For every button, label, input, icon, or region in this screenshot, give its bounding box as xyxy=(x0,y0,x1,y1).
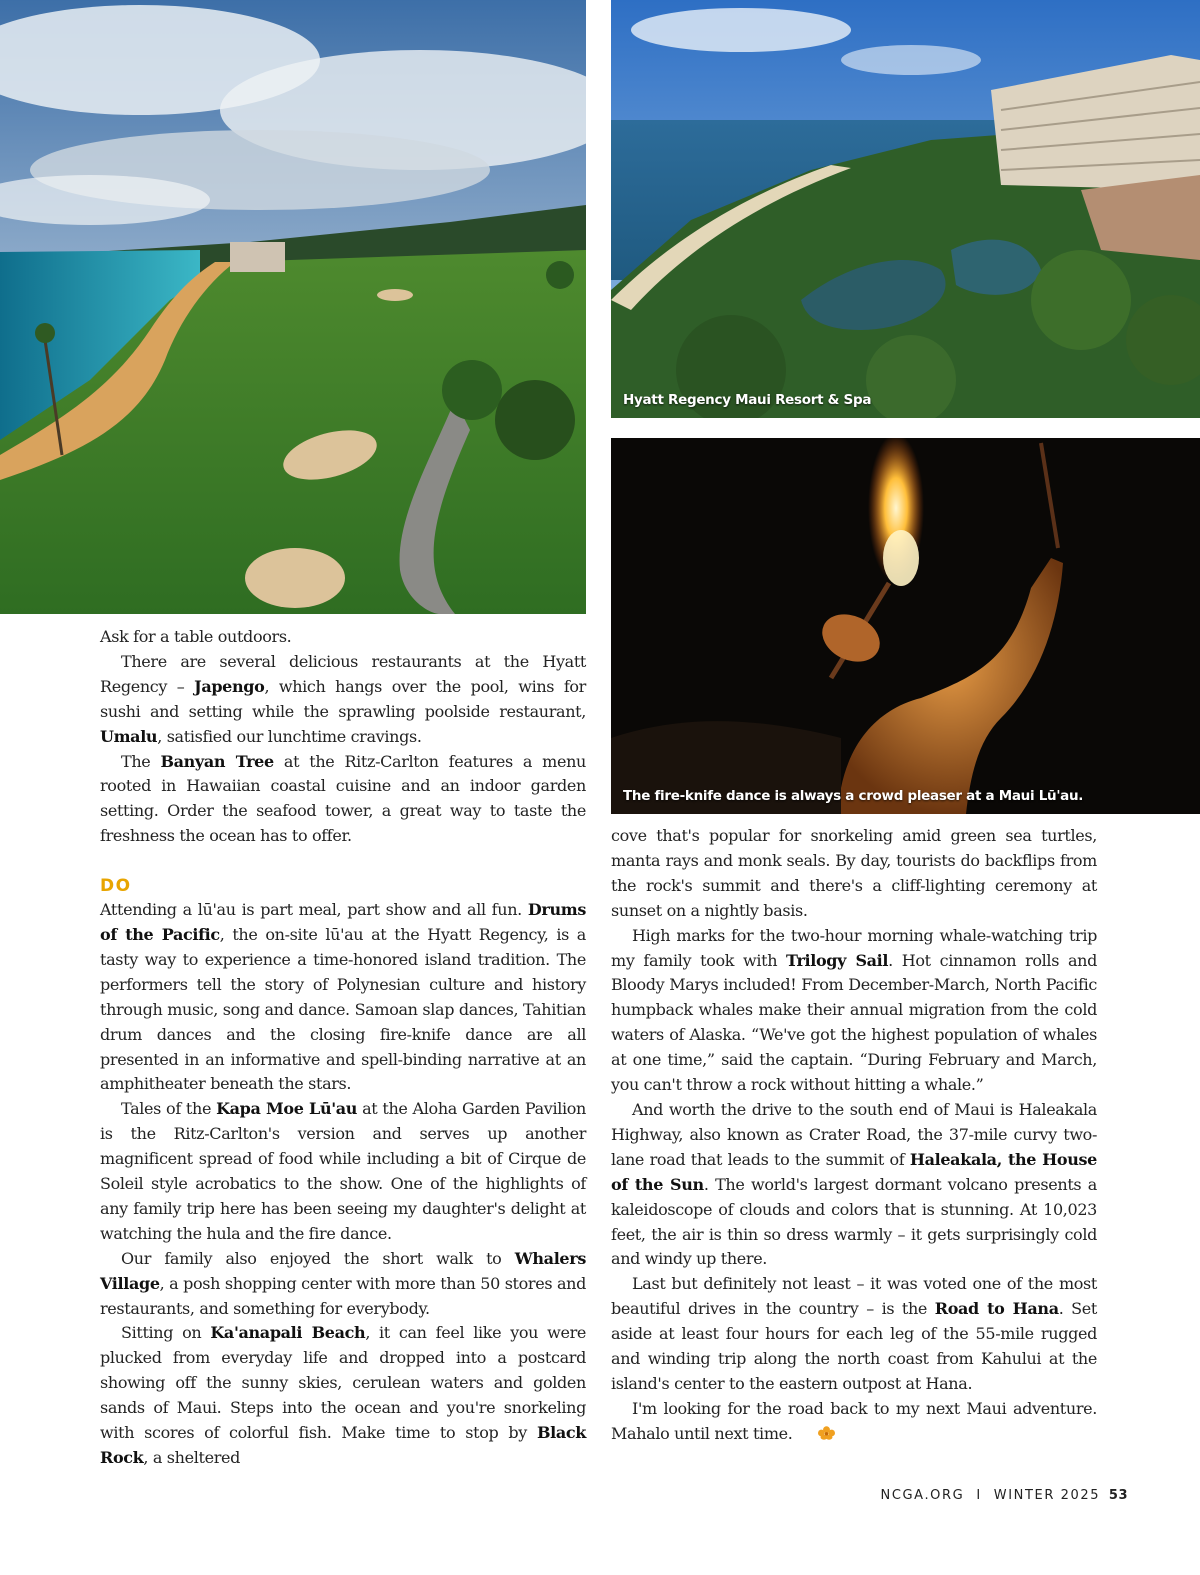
section-heading: DO xyxy=(100,876,132,897)
paragraph: High marks for the two-hour morning whale-watching trip my family took with Trilogy Sail. Hot cinnamon rolls and Bloody Marys included! From December-March, North Pacific humpback whales make their annual migration from the cold waters of Alaska. “We've got the highest population of whales at one time,” said the captain. “During February and March, you can't throw a rock without hitting a whale.” xyxy=(611,925,1097,1095)
venue-name: Kapa Moe Lū'au xyxy=(216,1099,358,1119)
hyatt-photo-caption: Hyatt Regency Maui Resort & Spa xyxy=(623,392,872,408)
venue-name: Haleakala, the House of the Sun xyxy=(611,1149,1097,1194)
venue-name: Black Rock xyxy=(100,1423,586,1467)
venue-name: Trilogy Sail xyxy=(786,950,889,970)
fire-knife-dancer-photo xyxy=(611,438,1200,814)
page-footer xyxy=(881,1488,1129,1503)
hibiscus-icon xyxy=(797,1423,814,1437)
hyatt-resort-photo xyxy=(611,0,1200,418)
paragraph: Last but definitely not least – it was voted one of the most beautiful drives in the country – is the Road to Hana. Set aside at least four hours for each leg of the 55-mile rugged and winding trip along the north coast from Kahului at the island's center to the eastern outpost at Hana. xyxy=(611,1274,1097,1393)
paragraph: I'm looking for the road back to my next Maui adventure. Mahalo until next time. xyxy=(611,1398,1097,1443)
paragraph: Sitting on Ka'anapali Beach, it can feel like you were plucked from everyday life and dropped into a postcard showing off the sunny skies, cerulean waters and golden sands of Maui. Steps into the ocean and you're snorkeling with scores of colorful fish. Make time to stop by Black Rock, a sheltered xyxy=(100,1323,586,1467)
paragraph: And worth the drive to the south end of Maui is Haleakala Highway, also known as Crater Road, the 37-mile curvy two-lane road that leads to the summit of Haleakala, the House of the Sun. The world's largest dormant volcano presents a kaleidoscope of clouds and colors that is stunning. At 10,023 feet, the air is thin so dress warmly – it gets surprisingly cold and windy up there. xyxy=(611,1099,1097,1269)
fire-photo-caption: The fire-knife dance is always a crowd pleaser at a Maui Lū'au. xyxy=(623,788,1084,804)
left-text-column xyxy=(100,625,586,1471)
page-number: 53 xyxy=(1108,1488,1128,1503)
paragraph: Tales of the Kapa Moe Lū'au at the Aloha Garden Pavilion is the Ritz-Carlton's version and serves up another magnificent spread of food while including a bit of Cirque de Soleil style acrobatics to the show. One of the highlights of any family trip here has been seeing my daughter's delight at watching the hula and the fire dance. xyxy=(100,1099,586,1243)
footer-site: NCGA.ORG xyxy=(880,1488,965,1503)
paragraph: There are several delicious restaurants at the Hyatt Regency – Japengo, which hangs over the pool, wins for sushi and setting while the sprawling poolside restaurant, Umalu, satisfied our lunchtime cravings. xyxy=(100,651,586,746)
venue-name: Umalu xyxy=(100,726,158,746)
venue-name: Japengo xyxy=(194,676,265,696)
right-text-column xyxy=(611,824,1097,1447)
footer-issue: WINTER 2025 xyxy=(993,1488,1101,1503)
venue-name: Drums of the Pacific xyxy=(100,900,586,944)
paragraph: The Banyan Tree at the Ritz-Carlton features a menu rooted in Hawaiian coastal cuisine and an indoor garden setting. Order the seafood tower, a great way to taste the freshness the ocean has to offer. xyxy=(100,751,586,846)
paragraph: Ask for a table outdoors. xyxy=(100,627,292,646)
footer-separator: I xyxy=(976,1488,982,1503)
venue-name: Whalers Village xyxy=(100,1248,586,1293)
venue-name: Banyan Tree xyxy=(160,751,274,771)
venue-name: Road to Hana xyxy=(934,1299,1059,1319)
paragraph: Our family also enjoyed the short walk to Whalers Village, a posh shopping center with more than 50 stores and restaurants, and something for everybody. xyxy=(100,1248,586,1318)
venue-name: Ka'anapali Beach xyxy=(210,1323,366,1343)
golf-course-photo xyxy=(0,0,586,614)
paragraph: cove that's popular for snorkeling amid green sea turtles, manta rays and monk seals. By day, tourists do backflips from the rock's summit and there's a cliff-lighting ceremony at sunset on a nightly basis. xyxy=(611,826,1097,920)
paragraph: Attending a lū'au is part meal, part show and all fun. Drums of the Pacific, the on-site lū'au at the Hyatt Regency, is a tasty way to experience a time-honored island tradition. The performers tell the story of Polynesian culture and history through music, song and dance. Samoan slap dances, Tahitian drum dances and the closing fire-knife dance are all presented in an informative and spell-binding narrative at an amphitheater beneath the stars. xyxy=(100,900,586,1094)
